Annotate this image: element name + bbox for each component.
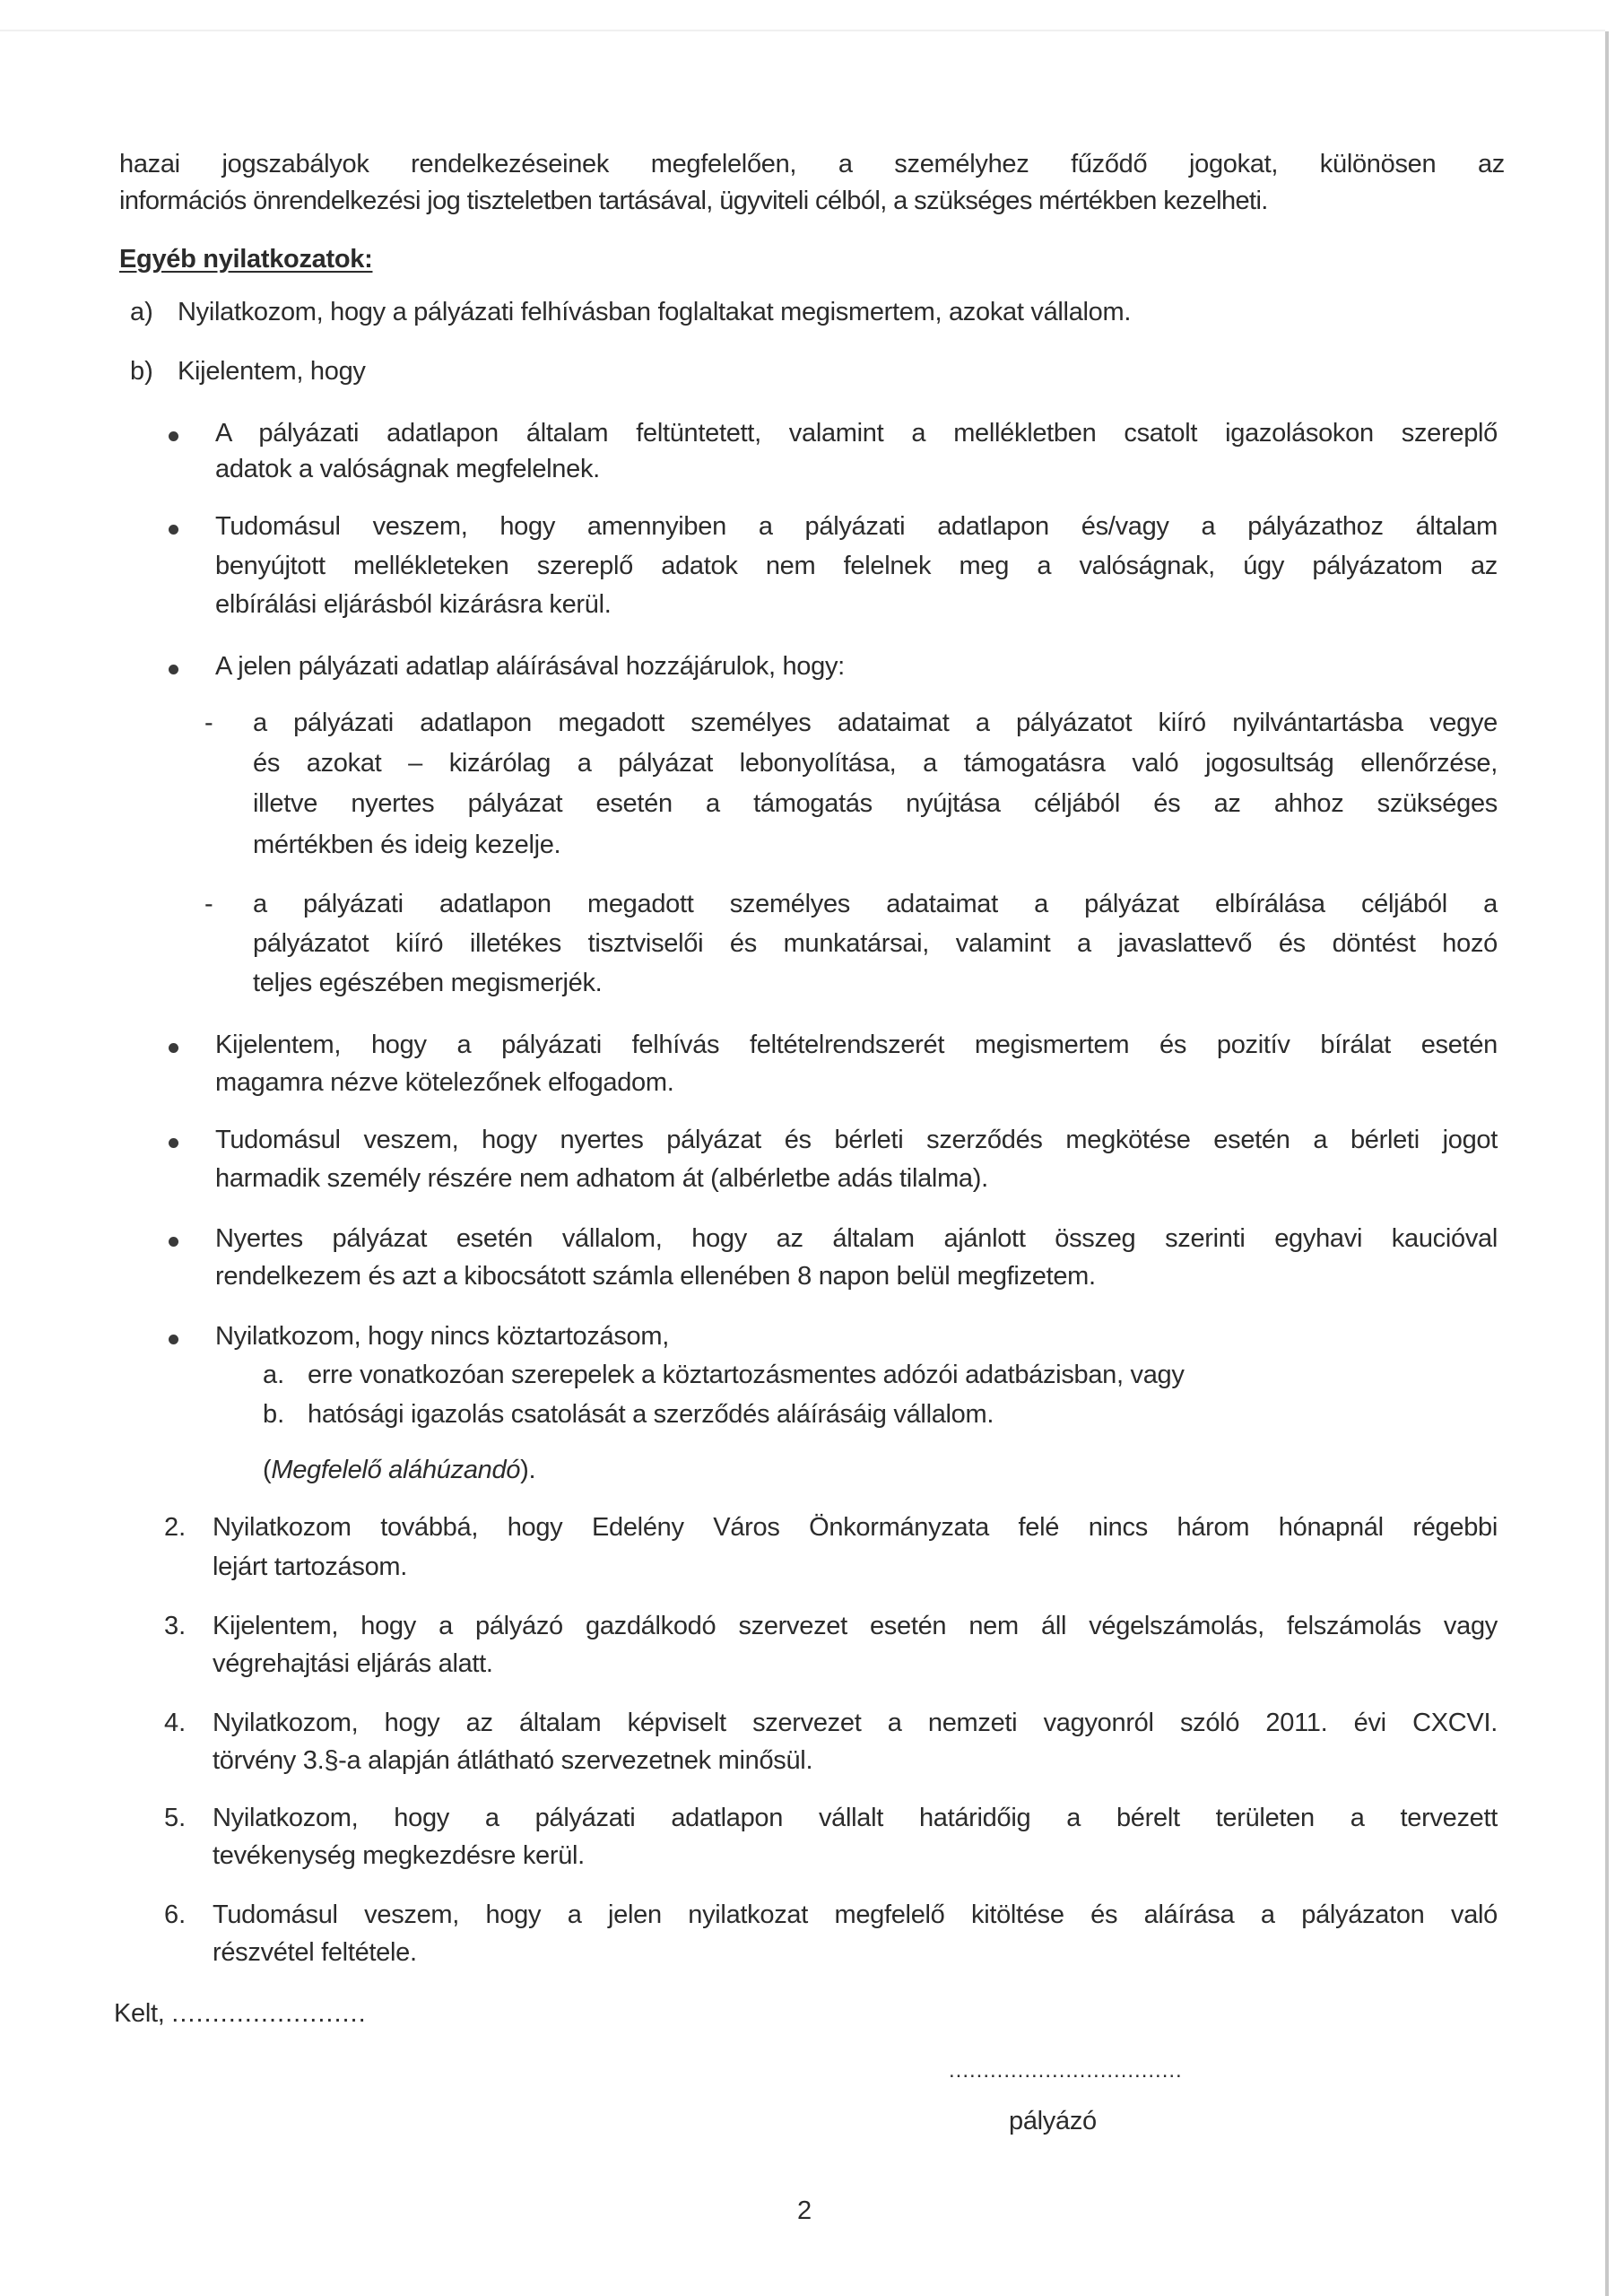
numbered-5-line-1: Nyilatkozom, hogy a pályázati adatlapon vállalt határidőig a bérelt területen a tervezett (213, 1804, 1498, 1832)
lettered-item-a: Nyilatkozom, hogy a pályázati felhívásban foglaltakat megismertem, azokat vállalom. (178, 298, 1132, 326)
number-marker-3: 3. (164, 1612, 187, 1640)
bullet-5-line-1: Tudomásul veszem, hogy nyertes pályázat és bérleti szerződés megkötése esetén a bérleti jogot (215, 1126, 1498, 1154)
intro-line-2: információs önrendelkezési jog tiszteletben tartásával, ügyviteli célból, a szükséges mértékben kezelheti. (119, 187, 1268, 215)
numbered-3-line-2: végrehajtási eljárás alatt. (213, 1649, 493, 1678)
dash-marker-1: - (204, 709, 213, 737)
dash-1-line-4: mértékben és ideig kezelje. (253, 831, 561, 859)
section-heading: Egyéb nyilatkozatok: (119, 245, 373, 274)
bullet-6-line-1: Nyertes pályázat esetén vállalom, hogy az általam ajánlott összeg szerinti egyhavi kaucióval (215, 1224, 1498, 1253)
bullet-6-line-2: rendelkezem és azt a kibocsátott számla ellenében 8 napon belül megfizetem. (215, 1262, 1096, 1291)
bullet-5-line-2: harmadik személy részére nem adhatom át (albérletbe adás tilalma). (215, 1164, 988, 1193)
bullet-1-line-2: adatok a valóságnak megfelelnek. (215, 455, 600, 483)
number-marker-4: 4. (164, 1709, 187, 1737)
dash-marker-2: - (204, 890, 213, 918)
dash-2-line-2: pályázatot kiíró illetékes tisztviselői és munkatársai, valamint a javaslattevő és döntést hozó (253, 929, 1498, 958)
bullet-icon (169, 431, 178, 441)
number-marker-6: 6. (164, 1900, 187, 1929)
dash-1-line-1: a pályázati adatlapon megadott személyes adataimat a pályázatot kiíró nyilvántartásba vegye (253, 709, 1498, 737)
bullet-2-line-3: elbírálási eljárásból kizárásra kerül. (215, 590, 612, 619)
numbered-4-line-2: törvény 3.§-a alapján átlátható szervezetnek minősül. (213, 1746, 813, 1775)
numbered-5-line-2: tevékenység megkezdésre kerül. (213, 1841, 585, 1870)
option-marker-b: b. (263, 1400, 285, 1429)
bullet-icon (169, 1335, 178, 1344)
date-label: Kelt, (114, 1999, 165, 2028)
bullet-2-line-1: Tudomásul veszem, hogy amennyiben a pályázati adatlapon és/vagy a pályázathoz általam (215, 512, 1498, 541)
lettered-item-b: Kijelentem, hogy (178, 357, 366, 386)
bullet-icon (169, 665, 178, 674)
bullet-1-line-1: A pályázati adatlapon általam feltüntetett, valamint a mellékletben csatolt igazolásokon szereplő (215, 419, 1498, 448)
numbered-6-line-2: részvétel feltétele. (213, 1938, 417, 1967)
bullet-2-line-2: benyújtott mellékleteken szereplő adatok nem felelnek meg a valóságnak, úgy pályázatom az (215, 552, 1498, 580)
number-marker-5: 5. (164, 1804, 187, 1832)
bullet-icon (169, 1237, 178, 1247)
option-b: hatósági igazolás csatolását a szerződés aláírásáig vállalom. (308, 1400, 994, 1429)
option-a: erre vonatkozóan szerepelek a köztartozásmentes adózói adatbázisban, vagy (308, 1361, 1185, 1389)
signature-line[interactable]: .................................. (949, 2058, 1183, 2083)
bullet-icon (169, 1138, 178, 1148)
bullet-4-line-1: Kijelentem, hogy a pályázati felhívás feltételrendszerét megismertem és pozitív bírálat esetén (215, 1031, 1498, 1059)
number-marker-2: 2. (164, 1513, 187, 1542)
numbered-6-line-1: Tudomásul veszem, hogy a jelen nyilatkozat megfelelő kitöltése és aláírása a pályázaton való (213, 1900, 1498, 1929)
signature-label: pályázó (1009, 2107, 1097, 2135)
date-field[interactable] (114, 1998, 367, 2029)
dash-2-line-1: a pályázati adatlapon megadott személyes adataimat a pályázat elbírálása céljából a (253, 890, 1498, 918)
date-blank[interactable]: ........................ (171, 1999, 367, 2028)
scan-right-edge (1605, 31, 1609, 2296)
bullet-4-line-2: magamra nézve kötelezőnek elfogadom. (215, 1068, 674, 1097)
numbered-3-line-1: Kijelentem, hogy a pályázó gazdálkodó szervezet esetén nem áll végelszámolás, felszámolás vagy (213, 1612, 1498, 1640)
numbered-4-line-1: Nyilatkozom, hogy az általam képviselt szervezet a nemzeti vagyonról szóló 2011. évi CXCVI. (213, 1709, 1498, 1737)
bullet-icon (169, 525, 178, 535)
page-number: 2 (797, 2196, 812, 2225)
bullet-7-line-1: Nyilatkozom, hogy nincs köztartozásom, (215, 1322, 669, 1351)
intro-line-1: hazai jogszabályok rendelkezéseinek megfelelően, a személyhez fűződő jogokat, különösen az (119, 150, 1505, 178)
lettered-marker-b: b) (130, 357, 153, 386)
bullet-3-line-1: A jelen pályázati adatlap aláírásával hozzájárulok, hogy: (215, 652, 845, 681)
underline-note: (Megfelelő aláhúzandó). (263, 1456, 536, 1484)
bullet-icon (169, 1043, 178, 1053)
numbered-2-line-1: Nyilatkozom továbbá, hogy Edelény Város Önkormányzata felé nincs három hónapnál régebbi (213, 1513, 1498, 1542)
dash-2-line-3: teljes egészében megismerjék. (253, 969, 603, 997)
numbered-2-line-2: lejárt tartozásom. (213, 1552, 408, 1581)
dash-1-line-3: illetve nyertes pályázat esetén a támogatás nyújtása céljából és az ahhoz szükséges (253, 789, 1498, 818)
scan-top-edge (0, 30, 1605, 31)
lettered-marker-a: a) (130, 298, 153, 326)
dash-1-line-2: és azokat – kizárólag a pályázat lebonyolítása, a támogatásra való jogosultság ellenőrzése, (253, 749, 1498, 778)
option-marker-a: a. (263, 1361, 285, 1389)
